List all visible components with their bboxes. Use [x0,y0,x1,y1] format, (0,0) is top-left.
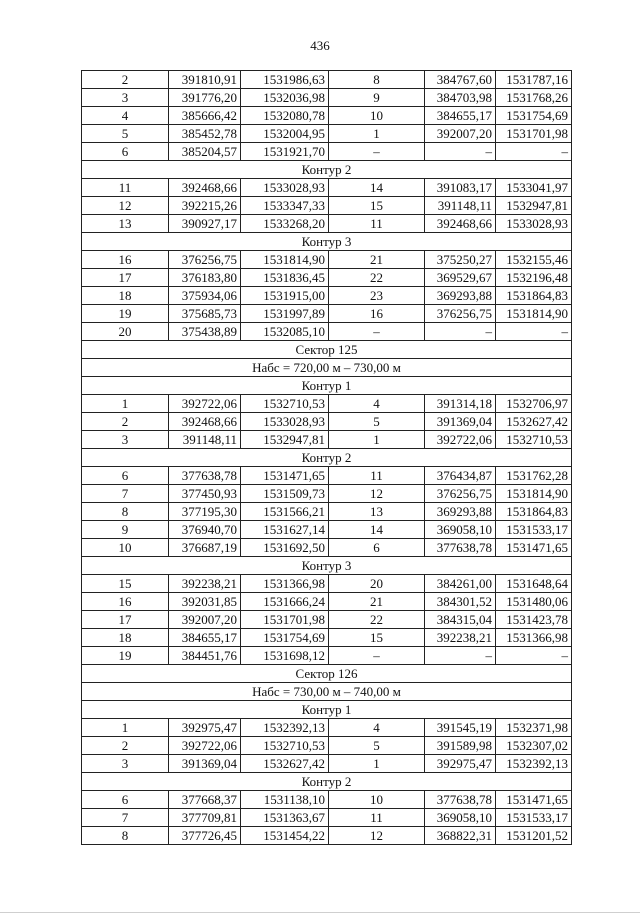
table-row [82,251,572,269]
point-number-cell: 12 [82,197,169,215]
coordinates-table-body [82,71,572,845]
y-coordinate-cell: – [496,647,572,665]
y-coordinate-cell: 1531754,69 [496,107,572,125]
x-coordinate-cell: 392238,21 [425,629,496,647]
table-row [82,539,572,557]
x-coordinate-cell: – [425,647,496,665]
x-coordinate-cell: 384315,04 [425,611,496,629]
y-coordinate-cell: 1531480,06 [496,593,572,611]
section-header-row [82,701,572,719]
y-coordinate-cell: 1532710,53 [496,431,572,449]
y-coordinate-cell: 1531836,45 [241,269,329,287]
y-coordinate-cell: 1531814,90 [496,305,572,323]
table-row [82,305,572,323]
y-coordinate-cell: 1531138,10 [241,791,329,809]
y-coordinate-cell: 1531754,69 [241,629,329,647]
y-coordinate-cell: 1531787,16 [496,71,572,89]
point-number-cell: 11 [329,809,425,827]
coordinates-table [81,70,572,845]
section-header-label: Контур 3 [82,557,572,575]
y-coordinate-cell: 1531666,24 [241,593,329,611]
x-coordinate-cell: 369529,67 [425,269,496,287]
x-coordinate-cell: 392468,66 [169,413,241,431]
y-coordinate-cell: 1532371,98 [496,719,572,737]
y-coordinate-cell: 1531471,65 [241,467,329,485]
table-row [82,395,572,413]
section-header-row [82,665,572,683]
y-coordinate-cell: 1531627,14 [241,521,329,539]
point-number-cell: 11 [329,215,425,233]
x-coordinate-cell: – [425,143,496,161]
point-number-cell: 6 [82,791,169,809]
x-coordinate-cell: 376183,80 [169,269,241,287]
y-coordinate-cell: 1532947,81 [496,197,572,215]
x-coordinate-cell: 369293,88 [425,503,496,521]
point-number-cell: 5 [329,413,425,431]
x-coordinate-cell: 377450,93 [169,485,241,503]
x-coordinate-cell: 392031,85 [169,593,241,611]
y-coordinate-cell: 1533268,20 [241,215,329,233]
y-coordinate-cell: 1531762,28 [496,467,572,485]
point-number-cell: 20 [82,323,169,341]
y-coordinate-cell: 1532080,78 [241,107,329,125]
page-number: 436 [310,38,330,53]
point-number-cell: 10 [82,539,169,557]
point-number-cell: 4 [82,107,169,125]
table-row [82,737,572,755]
x-coordinate-cell: 377668,37 [169,791,241,809]
point-number-cell: 9 [329,89,425,107]
x-coordinate-cell: 384451,76 [169,647,241,665]
x-coordinate-cell: 369058,10 [425,809,496,827]
x-coordinate-cell: 376434,87 [425,467,496,485]
table-row [82,611,572,629]
section-header-row [82,359,572,377]
table-row [82,521,572,539]
point-number-cell: 19 [82,647,169,665]
y-coordinate-cell: 1531648,64 [496,575,572,593]
point-number-cell: 6 [329,539,425,557]
point-number-cell: 5 [82,125,169,143]
y-coordinate-cell: 1531366,98 [241,575,329,593]
x-coordinate-cell: 376256,75 [425,485,496,503]
y-coordinate-cell: 1532085,10 [241,323,329,341]
x-coordinate-cell: 375250,27 [425,251,496,269]
table-row [82,809,572,827]
x-coordinate-cell: 377638,78 [169,467,241,485]
x-coordinate-cell: 385452,78 [169,125,241,143]
point-number-cell: 21 [329,593,425,611]
point-number-cell: 4 [329,719,425,737]
x-coordinate-cell: 391083,17 [425,179,496,197]
section-header-row [82,449,572,467]
point-number-cell: 15 [82,575,169,593]
x-coordinate-cell: 392722,06 [425,431,496,449]
section-header-row [82,683,572,701]
point-number-cell: 7 [82,485,169,503]
point-number-cell: 12 [329,827,425,845]
section-header-row [82,557,572,575]
table-row [82,71,572,89]
x-coordinate-cell: 385666,42 [169,107,241,125]
y-coordinate-cell: 1533028,93 [241,413,329,431]
x-coordinate-cell: 384655,17 [425,107,496,125]
y-coordinate-cell: 1532710,53 [241,395,329,413]
x-coordinate-cell: 392722,06 [169,737,241,755]
table-row [82,143,572,161]
x-coordinate-cell: 391589,98 [425,737,496,755]
y-coordinate-cell: 1531864,83 [496,287,572,305]
x-coordinate-cell: 392722,06 [169,395,241,413]
x-coordinate-cell: 377195,30 [169,503,241,521]
x-coordinate-cell: 391776,20 [169,89,241,107]
section-header-label: Набс = 720,00 м – 730,00 м [82,359,572,377]
y-coordinate-cell: 1531698,12 [241,647,329,665]
y-coordinate-cell: 1532392,13 [496,755,572,773]
y-coordinate-cell: 1531915,00 [241,287,329,305]
x-coordinate-cell: 377638,78 [425,539,496,557]
section-header-label: Набс = 730,00 м – 740,00 м [82,683,572,701]
point-number-cell: 8 [329,71,425,89]
y-coordinate-cell: 1531423,78 [496,611,572,629]
y-coordinate-cell: 1531864,83 [496,503,572,521]
x-coordinate-cell: 391545,19 [425,719,496,737]
y-coordinate-cell: 1531363,67 [241,809,329,827]
section-header-row [82,341,572,359]
x-coordinate-cell: 384261,00 [425,575,496,593]
y-coordinate-cell: 1532155,46 [496,251,572,269]
y-coordinate-cell: 1531814,90 [241,251,329,269]
table-row [82,827,572,845]
table-row [82,629,572,647]
table-row [82,179,572,197]
point-number-cell: 1 [329,431,425,449]
point-number-cell: 18 [82,287,169,305]
point-number-cell: 20 [329,575,425,593]
table-row [82,485,572,503]
table-row [82,647,572,665]
table-row [82,431,572,449]
point-number-cell: 6 [82,467,169,485]
point-number-cell: 1 [82,719,169,737]
point-number-cell: 13 [329,503,425,521]
x-coordinate-cell: 375934,06 [169,287,241,305]
point-number-cell: 8 [82,503,169,521]
table-row [82,755,572,773]
x-coordinate-cell: 392007,20 [169,611,241,629]
x-coordinate-cell: 376940,70 [169,521,241,539]
y-coordinate-cell: 1531454,22 [241,827,329,845]
section-header-label: Контур 2 [82,449,572,467]
point-number-cell: 10 [329,791,425,809]
y-coordinate-cell: 1532307,02 [496,737,572,755]
scan-edge-line [0,912,640,913]
point-number-cell: 19 [82,305,169,323]
point-number-cell: 22 [329,269,425,287]
point-number-cell: – [329,143,425,161]
section-header-label: Контур 2 [82,161,572,179]
point-number-cell: 7 [82,809,169,827]
y-coordinate-cell: 1531768,26 [496,89,572,107]
table-row [82,467,572,485]
y-coordinate-cell: 1532392,13 [241,719,329,737]
section-header-label: Сектор 126 [82,665,572,683]
point-number-cell: 6 [82,143,169,161]
x-coordinate-cell: 384703,98 [425,89,496,107]
y-coordinate-cell: 1531814,90 [496,485,572,503]
y-coordinate-cell: 1531533,17 [496,521,572,539]
y-coordinate-cell: 1531471,65 [496,791,572,809]
point-number-cell: 14 [329,179,425,197]
y-coordinate-cell: 1531997,89 [241,305,329,323]
x-coordinate-cell: 392238,21 [169,575,241,593]
point-number-cell: 3 [82,755,169,773]
point-number-cell: 2 [82,737,169,755]
point-number-cell: 8 [82,827,169,845]
point-number-cell: – [329,323,425,341]
table-row [82,215,572,233]
y-coordinate-cell: – [496,323,572,341]
point-number-cell: 17 [82,269,169,287]
x-coordinate-cell: 392975,47 [425,755,496,773]
x-coordinate-cell: 384301,52 [425,593,496,611]
x-coordinate-cell: 377709,81 [169,809,241,827]
x-coordinate-cell: 384655,17 [169,629,241,647]
y-coordinate-cell: 1532710,53 [241,737,329,755]
y-coordinate-cell: 1531366,98 [496,629,572,647]
table-row [82,719,572,737]
point-number-cell: 10 [329,107,425,125]
x-coordinate-cell: 376256,75 [169,251,241,269]
point-number-cell: 1 [329,125,425,143]
y-coordinate-cell: 1532627,42 [241,755,329,773]
x-coordinate-cell: 369058,10 [425,521,496,539]
point-number-cell: 2 [82,71,169,89]
y-coordinate-cell: 1531986,63 [241,71,329,89]
point-number-cell: 1 [82,395,169,413]
x-coordinate-cell: 384767,60 [425,71,496,89]
section-header-label: Контур 2 [82,773,572,791]
x-coordinate-cell: 391810,91 [169,71,241,89]
point-number-cell: 21 [329,251,425,269]
x-coordinate-cell: 376256,75 [425,305,496,323]
y-coordinate-cell: 1532627,42 [496,413,572,431]
x-coordinate-cell: 376687,19 [169,539,241,557]
point-number-cell: 16 [82,251,169,269]
table-row [82,593,572,611]
x-coordinate-cell: 377638,78 [425,791,496,809]
x-coordinate-cell: 368822,31 [425,827,496,845]
table-row [82,197,572,215]
table-row [82,413,572,431]
table-row [82,269,572,287]
point-number-cell: 3 [82,89,169,107]
point-number-cell: – [329,647,425,665]
x-coordinate-cell: 392007,20 [425,125,496,143]
section-header-row [82,773,572,791]
x-coordinate-cell: 390927,17 [169,215,241,233]
table-row [82,125,572,143]
point-number-cell: 15 [329,629,425,647]
section-header-row [82,161,572,179]
section-header-label: Сектор 125 [82,341,572,359]
x-coordinate-cell: 375438,89 [169,323,241,341]
x-coordinate-cell: 377726,45 [169,827,241,845]
y-coordinate-cell: 1532036,98 [241,89,329,107]
point-number-cell: 16 [82,593,169,611]
section-header-label: Контур 3 [82,233,572,251]
y-coordinate-cell: 1531201,52 [496,827,572,845]
x-coordinate-cell: 391148,11 [169,431,241,449]
x-coordinate-cell: – [425,323,496,341]
table-row [82,791,572,809]
x-coordinate-cell: 385204,57 [169,143,241,161]
x-coordinate-cell: 391369,04 [169,755,241,773]
y-coordinate-cell: 1531566,21 [241,503,329,521]
y-coordinate-cell: 1531533,17 [496,809,572,827]
table-row [82,107,572,125]
section-header-label: Контур 1 [82,701,572,719]
table-row [82,575,572,593]
point-number-cell: 11 [82,179,169,197]
section-header-row [82,377,572,395]
y-coordinate-cell: 1531471,65 [496,539,572,557]
point-number-cell: 16 [329,305,425,323]
point-number-cell: 4 [329,395,425,413]
y-coordinate-cell: 1532004,95 [241,125,329,143]
y-coordinate-cell: 1532196,48 [496,269,572,287]
x-coordinate-cell: 392215,26 [169,197,241,215]
point-number-cell: 17 [82,611,169,629]
y-coordinate-cell: 1531692,50 [241,539,329,557]
y-coordinate-cell: 1532947,81 [241,431,329,449]
section-header-row [82,233,572,251]
y-coordinate-cell: 1533041,97 [496,179,572,197]
point-number-cell: 18 [82,629,169,647]
point-number-cell: 22 [329,611,425,629]
point-number-cell: 11 [329,467,425,485]
y-coordinate-cell: 1533028,93 [496,215,572,233]
point-number-cell: 2 [82,413,169,431]
table-row [82,323,572,341]
point-number-cell: 1 [329,755,425,773]
point-number-cell: 13 [82,215,169,233]
x-coordinate-cell: 392975,47 [169,719,241,737]
x-coordinate-cell: 375685,73 [169,305,241,323]
y-coordinate-cell: 1531921,70 [241,143,329,161]
x-coordinate-cell: 391314,18 [425,395,496,413]
y-coordinate-cell: 1533347,33 [241,197,329,215]
table-row [82,89,572,107]
y-coordinate-cell: 1531701,98 [241,611,329,629]
y-coordinate-cell: 1531509,73 [241,485,329,503]
point-number-cell: 14 [329,521,425,539]
point-number-cell: 3 [82,431,169,449]
x-coordinate-cell: 391369,04 [425,413,496,431]
section-header-label: Контур 1 [82,377,572,395]
x-coordinate-cell: 391148,11 [425,197,496,215]
point-number-cell: 5 [329,737,425,755]
y-coordinate-cell: – [496,143,572,161]
x-coordinate-cell: 369293,88 [425,287,496,305]
point-number-cell: 15 [329,197,425,215]
y-coordinate-cell: 1532706,97 [496,395,572,413]
y-coordinate-cell: 1533028,93 [241,179,329,197]
x-coordinate-cell: 392468,66 [169,179,241,197]
point-number-cell: 12 [329,485,425,503]
table-row [82,287,572,305]
point-number-cell: 9 [82,521,169,539]
point-number-cell: 23 [329,287,425,305]
y-coordinate-cell: 1531701,98 [496,125,572,143]
x-coordinate-cell: 392468,66 [425,215,496,233]
table-row [82,503,572,521]
